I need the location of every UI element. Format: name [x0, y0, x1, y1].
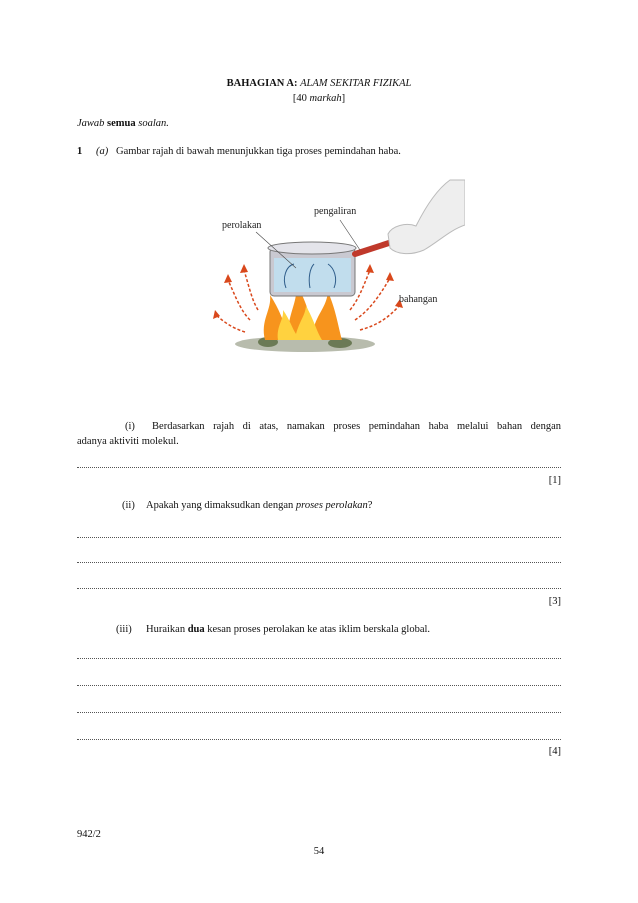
- sub-question-ii-text: [146, 500, 372, 511]
- sub-question-iii-number: (iii): [116, 624, 132, 635]
- sub-question-iii-text-c: kesan proses perolakan ke atas iklim berskala global.: [207, 624, 431, 635]
- question-stem: Gambar rajah di bawah menunjukkan tiga proses pemindahan haba.: [116, 146, 401, 157]
- answer-line-ii-3[interactable]: [77, 588, 561, 589]
- paper-code: 942/2: [77, 829, 101, 840]
- question-part: (a): [96, 146, 109, 157]
- answer-line-iii-2[interactable]: [77, 685, 561, 686]
- sub-question-i-number: (i): [125, 421, 135, 432]
- instruction: [77, 118, 169, 129]
- section-title: ALAM SEKITAR FIZIKAL: [300, 78, 412, 89]
- sub-question-ii-number: (ii): [122, 500, 135, 511]
- radiation-arrow-3: [355, 278, 390, 320]
- section-label: BAHAGIAN A: [226, 78, 295, 89]
- sub-question-iii-emphasis: dua: [187, 624, 205, 635]
- sub-question-i-text-line1: Berdasarkan rajah di atas, namakan proses pemindahan haba melalui bahan dengan: [152, 421, 561, 432]
- pot-handle: [355, 242, 392, 254]
- instruction-word-semua: semua: [107, 118, 136, 129]
- instruction-word-jawab: Jawab: [77, 118, 105, 129]
- mark-ii: [3]: [548, 596, 561, 607]
- radiation-arrow-1: [228, 280, 250, 320]
- instruction-word-soalan: soalan.: [138, 118, 169, 129]
- answer-line-iii-3[interactable]: [77, 712, 561, 713]
- section-colon: :: [294, 78, 298, 89]
- answer-line-iii-4[interactable]: [77, 739, 561, 740]
- pot-rim: [268, 242, 356, 254]
- answer-line-i-1[interactable]: [77, 467, 561, 468]
- radiation-arrow-5: [360, 305, 400, 330]
- mark-i: [1]: [548, 475, 561, 486]
- marks-word: markah: [309, 93, 342, 104]
- label-perolakan: perolakan: [222, 220, 262, 231]
- mark-iii: [4]: [548, 746, 561, 757]
- label-pengaliran: pengaliran: [314, 206, 357, 217]
- heat-transfer-diagram: [210, 170, 465, 418]
- question-number: 1: [77, 146, 83, 157]
- answer-line-ii-1[interactable]: [77, 537, 561, 538]
- page-number: 54: [313, 846, 325, 857]
- sub-question-iii-text: [146, 624, 430, 635]
- sub-question-iii-text-a: Huraikan: [146, 624, 186, 635]
- sub-question-ii-text-a: Apakah yang dimaksudkan dengan: [146, 500, 294, 511]
- marks-close: ]: [341, 93, 346, 104]
- marks-open: [40: [292, 93, 307, 104]
- label-bahangan: bahangan: [399, 294, 438, 305]
- section-heading: [0, 78, 638, 89]
- answer-line-iii-1[interactable]: [77, 658, 561, 659]
- sub-question-i-line1: [77, 421, 561, 432]
- sub-question-ii-term: proses perolakan: [295, 500, 368, 511]
- radiation-arrow-2: [244, 270, 258, 310]
- answer-line-ii-2[interactable]: [77, 562, 561, 563]
- glove-hand: [388, 180, 465, 254]
- sub-question-ii-text-b: ?: [367, 500, 373, 511]
- radiation-arrow-6: [216, 315, 245, 332]
- sub-question-i-text-line2: adanya aktiviti molekul.: [77, 436, 179, 447]
- total-marks: [0, 93, 638, 104]
